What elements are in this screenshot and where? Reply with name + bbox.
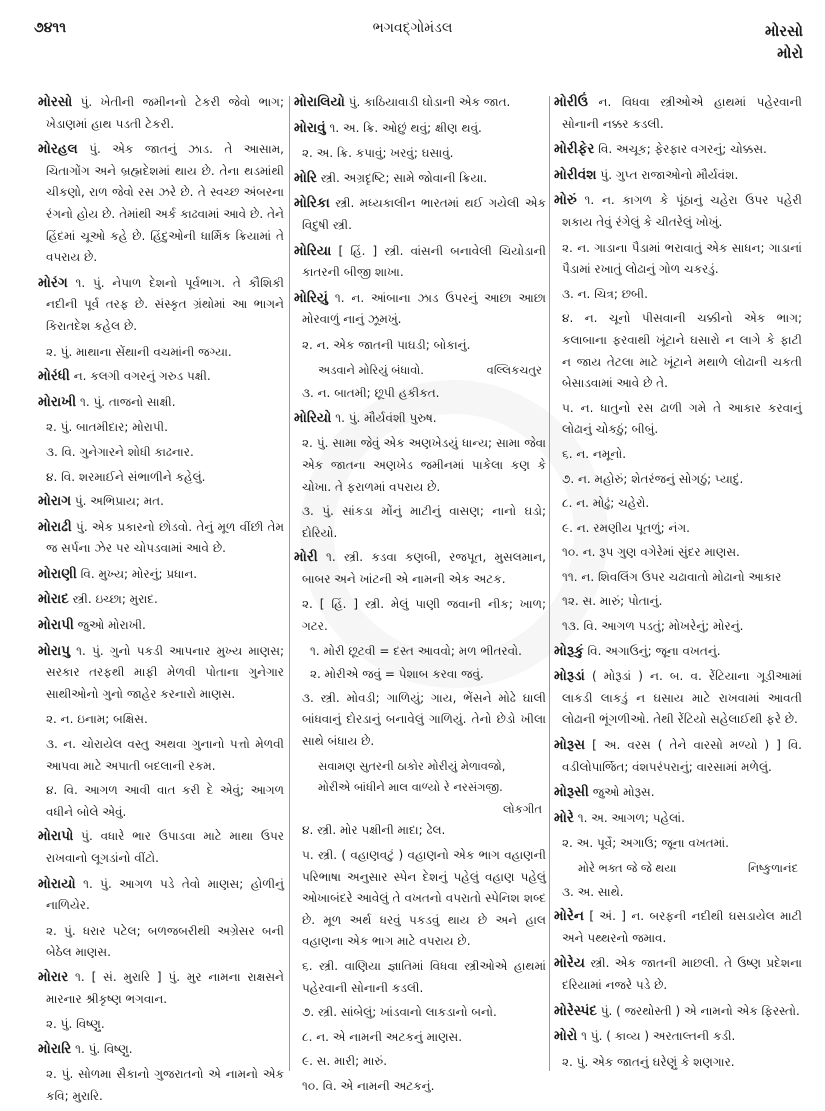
dictionary-entry <box>294 288 546 331</box>
dictionary-entry <box>38 826 284 869</box>
sense: ૧૧. ન. શિવલિંગ ઉપર ચઢાવાતો મોઢાનો આકાર <box>562 569 782 584</box>
sense: ૯. ન. રમણીય પૂતળું; નંગ. <box>562 520 690 535</box>
sense: ૩. પું. સાંકડા મોંનું માટીનું વાસણ; નાનો ઘડો; દોરિયો. <box>302 504 546 540</box>
headword: મોરાયો <box>38 875 76 892</box>
definition: ૧. અ. આગળ; પહેલાં. <box>577 810 685 825</box>
sense: ૩. વિ. ગુનેગારને શોધી કાઢનાર. <box>46 444 194 459</box>
headword: મોરાર <box>38 968 69 985</box>
page-header <box>0 8 825 68</box>
definition: સ્ત્રી. એક જાતની માછલી. તે ઉષ્ણ પ્રદેશના દરિયામાં નજરે પડે છે. <box>562 956 802 992</box>
dictionary-entry <box>38 491 284 513</box>
definition: ૧. પું. મૌર્યવંશી પુરુષ. <box>335 410 437 425</box>
headword: મોરૂકું <box>554 642 584 659</box>
dictionary-entry <box>554 190 802 233</box>
guide-words <box>765 20 803 64</box>
headword: મોરૂડાં <box>554 668 585 685</box>
sense: ૬. સ્ત્રી. વાણિયા જ્ઞાતિમાં વિધવા સ્ત્રીઓએ હાથમાં પહેરવાની સોનાની કડલી. <box>302 958 546 995</box>
definition: ૧ પું. ( કાવ્ય ) અરતાલ્તની કડી. <box>581 1029 736 1044</box>
headword: મોરિ <box>294 169 317 186</box>
quotation <box>294 360 546 382</box>
definition: પું. એક પ્રકારનો છોડવો. તેનું મૂળ વીંછી તેમ જ સર્પના ઝેર પર ચોપડવામાં આવે છે. <box>46 519 284 556</box>
sense: ૧૨. સ. મારું; પોતાનું. <box>562 594 663 609</box>
dictionary-entry <box>38 874 284 917</box>
headword: મોરાણી <box>38 565 77 582</box>
headword: મોરૂસી <box>554 784 589 801</box>
column-divider <box>549 96 550 1071</box>
definition: [ હિં. ] સ્ત્રી. વાંસની બનાવેલી ચિયોડાની કાતરની બીજી શાખા. <box>302 243 546 280</box>
definition: ૧. સ્ત્રી. કડવા કણબી, રજપૂત, મુસલમાન, બાબર અને ખાંટની એ નામની એક અટક. <box>302 550 546 586</box>
quote-source: લોકગીત <box>503 801 542 816</box>
sense: ૨. પું. સોળમા સૈકાનો ગુજરાતનો એ નામનો એક કવિ; મુરારિ. <box>46 1067 284 1103</box>
sense: ૩. અ. સાથે. <box>562 884 624 899</box>
headword: મોરે <box>554 809 574 826</box>
dictionary-entry <box>38 92 284 135</box>
headword: મોરી <box>294 549 318 566</box>
definition: વિ. અચૂક; ફેરફાર વગરનું; ચોક્કસ. <box>598 142 767 157</box>
headword: મોરાવું <box>294 119 326 136</box>
quote-line: સવામણ સુતરની ઠાકોર મોરીયું મેળાવજો, <box>318 758 506 773</box>
definition: જુઓ મોરૂસ. <box>592 785 655 800</box>
quote-source: નિષ્કુળાનંદ <box>748 861 798 875</box>
book-title: ભગવદ્ગોમંડલ <box>372 20 453 36</box>
sense: ૨. પું. એક જાતનું ઘરેણું કે શણગાર. <box>562 1054 735 1069</box>
definition: પું. ખેતીની જમીનનો ટેકરી જેવો ભાગ; ખેડાણમાં હાથ પડતી ટેકરી. <box>46 95 284 131</box>
headword: મોરું <box>554 192 577 209</box>
sense: ૩. ન. ચિત્ર; છબી. <box>562 286 648 301</box>
guide-word-first: મોરસો <box>765 22 803 40</box>
dictionary-entry <box>554 953 802 996</box>
quote-source: વલ્લિકચતુર <box>486 362 542 377</box>
dictionary-entry <box>38 392 284 414</box>
headword: મોરિયું <box>294 289 328 306</box>
dictionary-entry <box>38 589 284 611</box>
headword: મોરો <box>554 1028 578 1045</box>
sense: ૨. પું. વિષ્ણુ. <box>46 1017 105 1032</box>
sense: ૨. ન. એક જાતની પાઘડી; બોકાનું. <box>302 337 471 352</box>
idiom: ૨. મોરીએ જવું = પેશાબ કરવા જવું. <box>310 667 484 682</box>
column-divider <box>289 96 290 1071</box>
dictionary-entry <box>294 241 546 284</box>
definition: ૧. ન. કાગળ કે પૂંઠાનું ચહેરા ઉપર પહેરી શકાય તેવું રંગેલું કે ચીતરેલું ખોખું. <box>562 193 802 229</box>
dictionary-entry <box>554 666 802 731</box>
dictionary-entry <box>294 547 546 590</box>
definition: [ અં. ] ન. બરફની નદીથી ઘસડાયેલ માટી અને પથ્થરનો જમાવ. <box>562 909 802 945</box>
dictionary-entry <box>554 808 802 830</box>
sense: ૫. ન. ધાતુનો રસ ઢાળી ગમે તે આકાર કરવાનું લોઢાનું ચોકઠું; બીબું. <box>562 400 802 437</box>
definition: પું. એક જાતનું ઝાડ. તે આસામ, ચિતાગોંગ અને બ્રહ્મદેશમાં થાય છે. તેના થડમાંથી ચીકણો, રાળ જેવો રસ ઝરે છે. તે સ્વચ્છ અંબરના રંગનો હોય છે. તેમાંથી અર્ક કાઢવામાં આવે છે. તેને હિંદમાં ચૂઓ કહે છે. હિંદુઓની ધાર્મિક ક્રિયામાં તે વપરાય છે. <box>46 142 284 265</box>
definition: ૧. [ સં. મુરારિ ] પું. મુર નામના રાક્ષસને મારનાર શ્રીકૃષ્ણ ભગવાન. <box>46 969 284 1006</box>
headword: મોરીફેર <box>554 141 595 158</box>
sense: ૭. ન. મહોરું; શેતરંજનું સોગઠું; પ્યાદું. <box>562 471 744 486</box>
headword: મોરેય <box>554 955 585 972</box>
sense: ૮. ન. એ નામની અટકનું માણસ. <box>302 1029 463 1044</box>
sense: ૪. ન. ચૂનો પીસવાની ચક્કીનો એક ભાગ; કલાબાના ફરવાથી ખૂંટાને ઘસારો ન લાગે કે ફાટી ન જાય તેટલા માટે ખૂંટાને મથાળે લોઢાની ચકતી બેસાડવામાં આવે છે તે. <box>562 311 802 391</box>
headword: મોરીવંશ <box>554 166 597 183</box>
dictionary-entry <box>294 193 546 236</box>
definition: પું. કાઠિયાવાડી ઘોડાની એક જાત. <box>348 95 511 109</box>
dictionary-entry <box>294 118 546 140</box>
headword: મોરાદ <box>38 591 69 608</box>
sense: ૨. પું. ધરાર પટેલ; બળજબરીથી અગ્રેસર બની બેઠેલ માણસ. <box>46 923 284 960</box>
dictionary-entry <box>294 92 546 114</box>
headword: મોરાપો <box>38 828 74 845</box>
definition: સ્ત્રી. અગ્રદૃષ્ટિ; સામે જોવાની ક્રિયા. <box>320 170 488 185</box>
sense: ૪. સ્ત્રી. મોર પક્ષીની માદા; ઢેલ. <box>302 823 446 838</box>
dictionary-entry <box>38 641 284 706</box>
sense: ૨. પું. સામા જેવું એક અણખેડયું ધાન્ય; સામા જેવા એક જાતના અણખેડ જમીનમાં પાકેલા કણ કે ચોખા. તે ફરાળમાં વપરાય છે. <box>302 436 546 494</box>
column-3 <box>554 92 802 1076</box>
quote-text: મોરે ભક્ત જે જે થયા <box>578 861 677 875</box>
sense: ૩. સ્ત્રી. મોવડી; ગાળિયું; ગાય, ભેંસને મોઢે ઘાલી બાંધવાનું દોરડાનું બનાવેલું ગાળિયું. તેનો છેડો ખીલા સાથે બંધાય છે. <box>302 690 546 749</box>
headword: મોરીઉં <box>554 94 588 110</box>
headword: મોરાપુ <box>38 642 70 659</box>
dictionary-entry <box>554 139 802 161</box>
dictionary-entry <box>38 615 284 637</box>
sense: ૭. સ્ત્રી. સાંબેલું; ખાંડવાનો લાકડાનો બનો. <box>302 1005 497 1020</box>
sense: ૨. [ હિં. ] સ્ત્રી. મેલું પાણી જવાની નીક; ખાળ; ગટર. <box>302 597 546 634</box>
headword: મોરંગ <box>38 274 68 291</box>
definition: પું. ( જરથોસ્તી ) એ નામનો એક ફિરસ્તો. <box>600 1003 800 1018</box>
dictionary-entry <box>294 168 546 190</box>
definition: ૧. પું. ગુનો પકડી આપનાર મુખ્ય માણસ; સરકાર તરફથી માફી મેળવી પોતાના ગુનેગાર સાથીઓનો ગુનો જાહેર કરનારો માણસ. <box>46 643 284 701</box>
dictionary-entry <box>554 906 802 949</box>
dictionary-entry <box>294 408 546 430</box>
sense: ૨. અ. પૂર્વે; અગાઉ; જૂના વખતમાં. <box>562 836 729 851</box>
dictionary-entry <box>38 366 284 388</box>
sense: ૨. પું. માથાના સેંથાની વચમાંની જગ્યા. <box>46 344 232 359</box>
dictionary-entry <box>38 967 284 1010</box>
sense: ૧૦. ન. રૂપ ગુણ વગેરેમાં સુંદર માણસ. <box>562 545 740 560</box>
dictionary-entry <box>554 1001 802 1023</box>
dictionary-entry <box>38 517 284 560</box>
definition: ૧. પું. તાજનો સાક્ષી. <box>79 394 176 409</box>
dictionary-entry <box>38 1039 284 1061</box>
sense: ૨. ન. ગાડાના પૈડામાં ભરાવાતું એક સાધન; ગાડાનાં પૈડામાં રખાતું લોઢાનું ગોળ ચકરડું. <box>562 240 802 277</box>
headword: મોરસો <box>38 94 73 110</box>
definition: ( મોરૂડાં ) ન. બ. વ. રેંટિયાના ગૂડીઆમાં લાકડી લાકડું ન ઘસાય માટે રાખવામાં આવતી લોઢાની ભૂંગળીઓ. તેથી રેંટિયો સહેલાઈથી ફરે છે. <box>562 669 802 727</box>
quote-text: અડવાને મોરિયું બંધાવો. <box>318 362 424 377</box>
definition: પું. અભિપ્રાય; મત. <box>74 494 164 509</box>
dictionary-entry <box>554 641 802 663</box>
dictionary-entry <box>554 735 802 778</box>
sense: ૧૦. વિ. એ નામની અટકનું. <box>302 1078 435 1093</box>
definition: પું. વધારે ભાર ઉપાડવા માટે માથા ઉપર રાખવાનો લૂગડાંનો વીંટો. <box>46 829 284 865</box>
dictionary-entry <box>554 782 802 804</box>
sense: ૨. ન. ઇનામ; બક્ષિસ. <box>46 712 148 727</box>
headword: મોરેસ્પંદ <box>554 1002 597 1019</box>
headword: મોરાલિયો <box>294 94 345 110</box>
headword: મોરિયો <box>294 409 332 426</box>
dictionary-entry <box>38 564 284 586</box>
dictionary-entry <box>554 165 802 187</box>
sense: ૨. પું. બાતમીદાર; મોરાપી. <box>46 420 168 435</box>
definition: સ્ત્રી. ઇચ્છા; મુરાદ. <box>72 592 158 607</box>
definition: જુઓ મોરાખી. <box>77 618 146 633</box>
quotation <box>554 858 802 880</box>
sense: ૧૩. વિ. આગળ પડતું; મોખરેનું; મોરનું. <box>562 619 744 634</box>
dictionary-entry <box>38 273 284 338</box>
sense: ૪. વિ. આગળ આવી વાત કરી દે એવું; આગળ વધીને બોલે એવું. <box>46 783 284 819</box>
headword: મોરાખી <box>38 393 77 410</box>
sense: ૬. ન. નમૂનો. <box>562 446 627 461</box>
headword: મોરિયા <box>294 242 332 259</box>
sense: ૫. સ્ત્રી. ( વહાણવટું ) વહાણનો એક ભાગ વહાણની પરિભાષા અનુસાર સ્પેન દેશનું પહેલું વહાણ પહેલું ઓખાબંદરે આવેલું તે વખતનો વપરાતો સ્પેનિશ શબ્દ છે. મૂળ અર્થ ધરવું પકડવું થાય છે અને હાલ વહાણના એક ભાગ માટે વપરાય છે. <box>302 848 546 949</box>
idiom: ૧. મોરી છૂટવી = દસ્ત આવવો; મળ ભીતરવો. <box>310 643 522 658</box>
headword: મોરહલ <box>38 141 78 158</box>
dictionary-entry <box>38 139 284 269</box>
definition: ૧. ન. આંબાના ઝાડ ઉપરનું આછા આછા મોરવાળું નાનું ઝૂમખું. <box>302 290 546 327</box>
definition: ન. વિધવા સ્ત્રીઓએ હાથમાં પહેરવાની સોનાની નક્કર કડલી. <box>562 95 802 131</box>
headword: મોરાઢી <box>38 518 72 535</box>
definition: ન. કલગી વગરનું ગરુડ પક્ષી. <box>73 369 211 384</box>
headword: મોરાપી <box>38 617 74 634</box>
dictionary-entry <box>554 92 802 135</box>
definition: ૧. અ. ક્રિ. ઓછું થવું; ક્ષીણ થવું. <box>329 120 482 135</box>
sense: ૮. ન. મોઢું; ચહેરો. <box>562 496 650 511</box>
headword: મોરારિ <box>38 1040 72 1057</box>
definition: સ્ત્રી. મધ્યકાલીન ભારતમાં થઈ ગયેલી એક વિદુષી સ્ત્રી. <box>302 196 546 232</box>
quote-line: મોરીએ બાંધીને માલ વાળ્યો રે નરસંગજી. <box>318 780 503 795</box>
column-2 <box>294 92 546 1101</box>
sense: ૩. ન. ચોરાયેલ વસ્તુ અથવા ગુનાનો પત્તો મેળવી આપવા માટે અપાતી બદલાની રકમ. <box>46 737 284 773</box>
headword: મોરાગ <box>38 493 72 510</box>
definition: વિ. અગાઉનું; જૂના વખતનું. <box>587 643 721 658</box>
sense: ૪. વિ. શરમાઈને સંભાળીને કહેલું. <box>46 469 206 484</box>
headword: મોરંધી <box>38 368 70 385</box>
guide-word-last: મોરો <box>777 44 803 62</box>
column-1 <box>38 92 284 1111</box>
sense: ૨. અ. ક્રિ. કપાવું; ખરવું; ઘસાવું. <box>302 146 454 161</box>
definition: ૧. પું. વિષ્ણુ. <box>75 1041 133 1056</box>
headword: મોરેન <box>554 908 584 925</box>
dictionary-entry <box>554 1026 802 1048</box>
page-number: ૭૪૧૧ <box>34 20 67 36</box>
headword: મોરિકા <box>294 195 330 212</box>
headword: મોરૂસ <box>554 737 586 754</box>
definition: ૧. પું. આગળ પડે તેવો માણસ; હોળીનું નાળિયેર. <box>46 876 284 913</box>
definition: [ અ. વરસ ( તેને વારસો મળ્યો ) ] વિ. વડીલોપાર્જિત; વંશપરંપરાનું; વારસામાં મળેલું. <box>562 738 802 774</box>
definition: ૧. પું. નેપાળ દેશનો પૂર્વભાગ. તે કૌશિકી નદીની પૂર્વ તરફ છે. સંસ્કૃત ગ્રંથોમાં આ ભાગને કિરાતદેશ કહેલ છે. <box>46 275 284 333</box>
definition: વિ. મુખ્ય; મોરનું; પ્રધાન. <box>80 566 198 581</box>
sense: ૩. ન. બાતમી; છૂપી હકીકત. <box>302 386 440 401</box>
sense: ૯. સ. મારી; મારું. <box>302 1054 388 1069</box>
definition: પું. ગુપ્ત રાજાઓનો મૌર્યવંશ. <box>600 167 739 182</box>
